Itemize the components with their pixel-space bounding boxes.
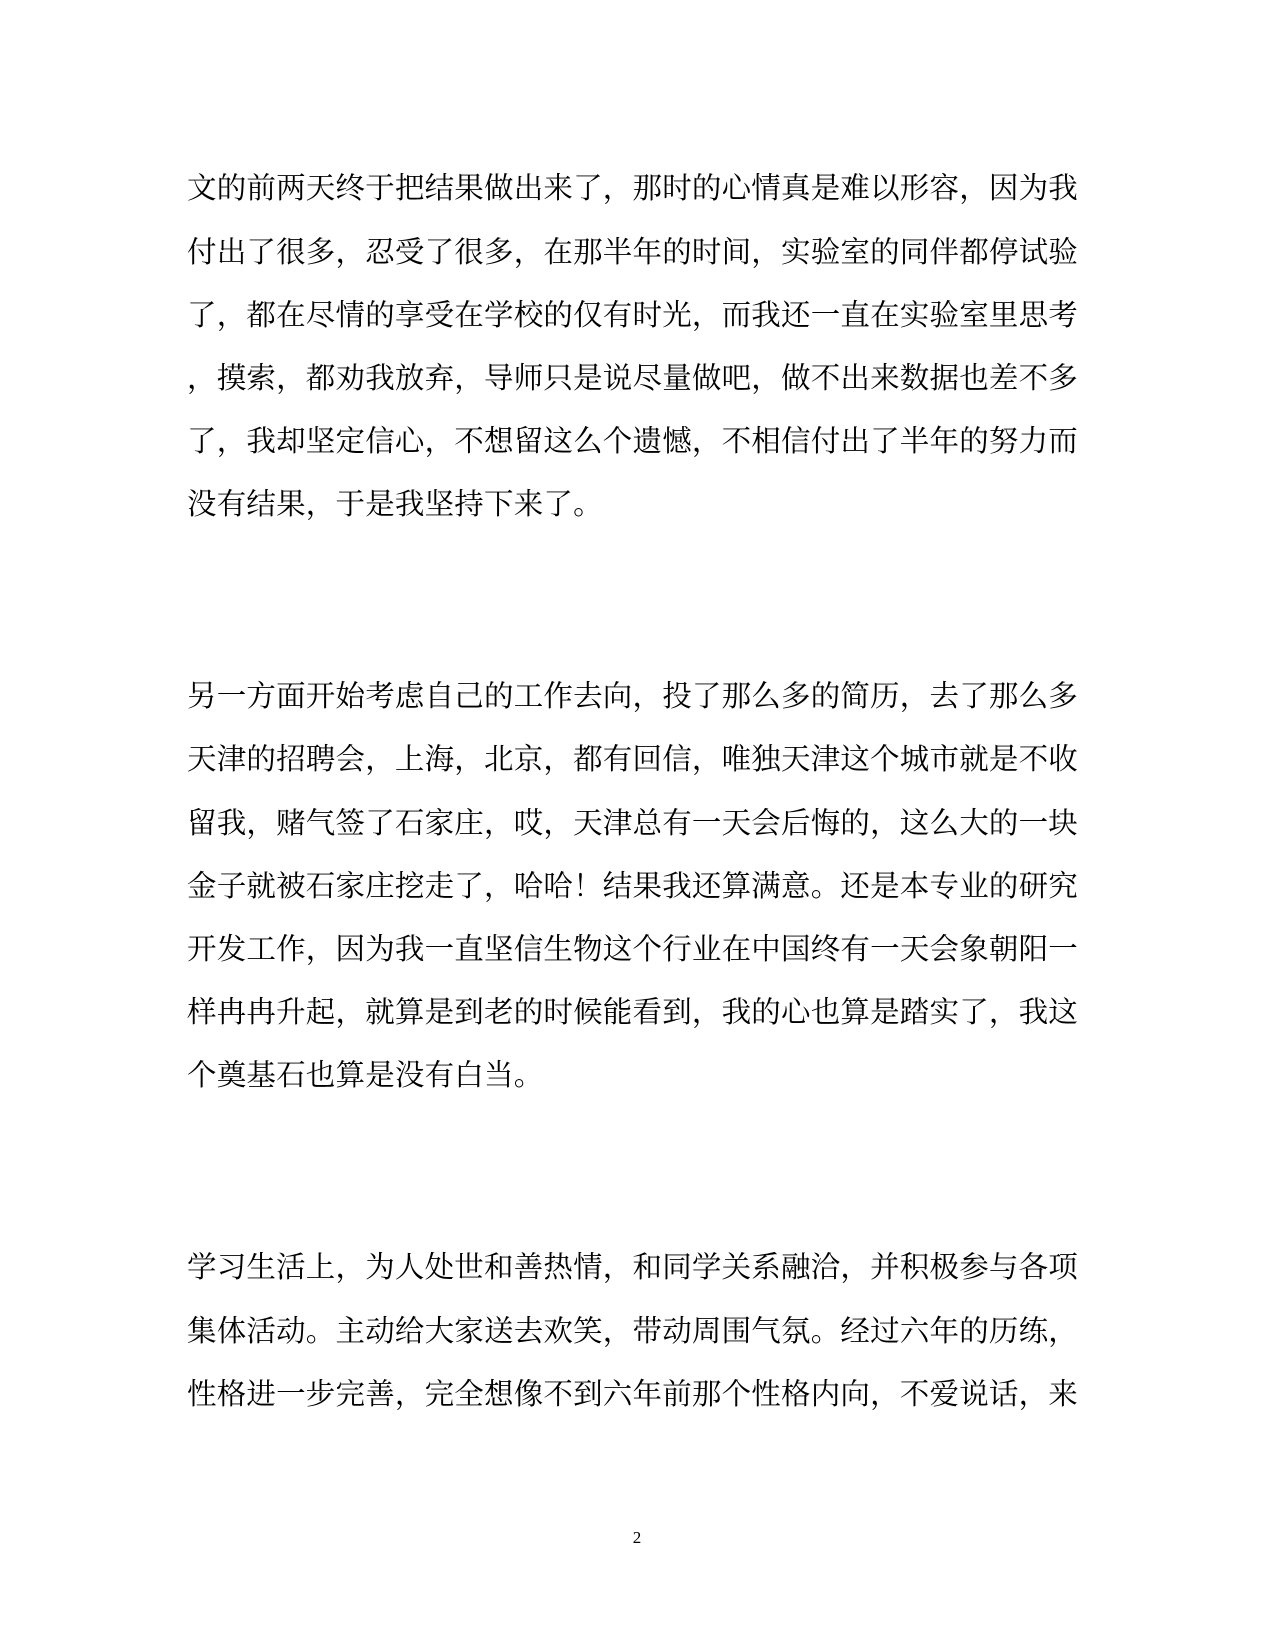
- text-line: 个奠基石也算是没有白当。: [187, 1058, 544, 1092]
- text-line: 样冉冉升起，就算是到老的时候能看到，我的心也算是踏实了，我这: [187, 995, 1079, 1029]
- text-line: 了，都在尽情的享受在学校的仅有时光，而我还一直在实验室里思考: [187, 298, 1079, 332]
- text-line: 了，我却坚定信心，不想留这么个遗憾，不相信付出了半年的努力而: [187, 424, 1079, 458]
- text-line: 留我，赌气签了石家庄，哎，天津总有一天会后悔的，这么大的一块: [187, 806, 1079, 840]
- text-line: 性格进一步完善，完全想像不到六年前那个性格内向，不爱说话，来: [187, 1377, 1079, 1411]
- text-line: 文的前两天终于把结果做出来了，那时的心情真是难以形容，因为我: [187, 171, 1079, 205]
- text-line: 付出了很多，忍受了很多，在那半年的时间，实验室的同伴都停试验: [187, 235, 1079, 269]
- page-number: 2: [632, 1528, 642, 1547]
- text-line: 集体活动。主动给大家送去欢笑，带动周围气氛。经过六年的历练，: [187, 1314, 1079, 1348]
- text-line: ，摸索，都劝我放弃，导师只是说尽量做吧，做不出来数据也差不多: [187, 361, 1079, 395]
- text-line: 没有结果，于是我坚持下来了。: [187, 487, 603, 521]
- text-line: 金子就被石家庄挖走了，哈哈！结果我还算满意。还是本专业的研究: [187, 869, 1079, 903]
- text-line: 开发工作，因为我一直坚信生物这个行业在中国终有一天会象朝阳一: [187, 932, 1079, 966]
- text-line: 天津的招聘会，上海，北京，都有回信，唯独天津这个城市就是不收: [187, 742, 1079, 776]
- text-line: 学习生活上，为人处世和善热情，和同学关系融洽，并积极参与各项: [187, 1250, 1079, 1284]
- text-line: 另一方面开始考虑自己的工作去向，投了那么多的简历，去了那么多: [187, 679, 1079, 713]
